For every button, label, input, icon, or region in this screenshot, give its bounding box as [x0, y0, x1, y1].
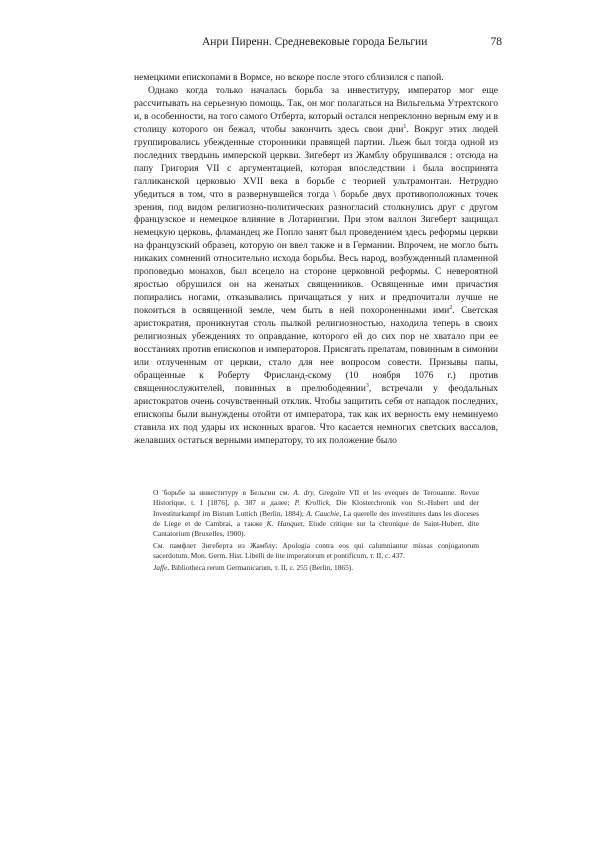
main-text — [134, 72, 498, 448]
footnote-text: О 'борьбе за инвеституру в Бельгии см. — [153, 488, 294, 497]
footnote-text: Bibliotheca rerum Germanicarum, т. II, с. 255 (Berlin, 1865). — [169, 563, 354, 573]
text-segment: . Светская аристократия, проникнутая столь пылкой религиозностью, находила теперь в своих религиозных убеждениях то оправдание, которого ей до сих пор не хватало при ее восстаниях против епископов и императоров. Присягать прелатам, повинным в симонии или отлученным от церкви, стало для нее вопросом совести. Призывы папы, обращенные к Роберту Фрисланд-скому (10 ноября 1076 г.) против священнослужителей, повинных в прелюбодеянии — [134, 305, 498, 394]
footnote-text: Gregoire VII et les eveques de Terouanne. Revue Historique, t. I [1876], p. 387 и далее; — [153, 488, 479, 508]
footnote-text: Etude critique sur la chronique de Saint-Hubert, dite Cantatorium (Bruxelles, 1900). — [153, 518, 479, 539]
paragraph-continuation: немецкими епископами в Вормсе, но вскоре после этого сблизился с папой. — [134, 72, 444, 83]
author-name: A. dry, — [293, 488, 315, 497]
running-title: Анри Пиренн. Средневековые города Бельгии — [202, 36, 428, 48]
page-number: 78 — [490, 36, 502, 48]
author-name: A. Cauchie, — [306, 508, 342, 518]
footnote-2: См. памфлет Зигеберта из Жамблу: Apologia contra eos qui calumniantur missas conjugatorum sacerdotum. Mon. Germ. Hist. Libelli de lite imperatorum et pontificum, т. II, с. 437. — [153, 540, 479, 561]
author-name: K. Hanquet, — [266, 518, 305, 528]
footnote-ref-1: 1 — [403, 123, 407, 130]
footnote-3 — [153, 563, 479, 573]
running-header — [140, 36, 502, 52]
footnote-1 — [153, 488, 479, 539]
text-segment: . Вокруг этих людей группировались убежденные сторонники правящей партии. Льеж был тогда одной из последних твердынь имперской церкви. Зигеберт из Жамблу обрушивался : отсюда на папу Григория VII с аргументацией, которая впоследствии i была воспринята галликанской церковью XVII века в борьбе с теорией ультрамонтан. Нетрудно убедиться в том, что в развернувшейся тогда \ борьбе двух противоположных точек зрения, под видом религиозно-политических разногласий столкнулись друг с другом французское и немецкое влияние в Лотарингии. При этом валлон Зигеберт защищал немецкую церковь, фламандец же Попло занят был проведением здесь реформы церкви на французский образец, которую он ввел также и в Германии. Впрочем, не могло быть никаких сомнений относительно исхода борьбы. Весь народ, возбужденный пламенной проповедью монахов, был всецело на стороне церковной реформы. С невероятной яростью обрушился он на женатых священников. Освященные ими причастия попирались ногами, отказывались причащаться у них и предпочитали лучше не покоиться в освященной земле, чем быть в ней похороненными ими — [134, 123, 498, 317]
footnote-text: La querelle des investitures dans les dioceses de Liege et de Cambrai, а также — [153, 508, 480, 528]
text-segment: , встречали у феодальных аристократов очень сочувственный отклик. Чтобы защитить себя от нападок последних, епископы были вынуждены отойти от императора, так как их верность ему неминуемо ставила их под удары их исконных врагов. Что касается немногих светских вассалов, желавших остаться верными императору, то их положение было — [134, 382, 498, 446]
text-segment: Однако когда только началась борьба за инвеституру, император мог еще рассчитывать на серьезную помощь. Так, он мог полагаться на Вильгельма Утрехтского и, в особенности, на того самого Отберта, который остался непреклонно верным ему и в столицу которого он бежал, чтобы закончить здесь свои дни — [134, 84, 498, 135]
author-name: P. Krollick, — [294, 498, 331, 508]
footnote-ref-2: 2 — [449, 304, 453, 311]
footnotes — [153, 488, 479, 575]
paragraph-investiture — [134, 85, 498, 448]
footnote-text: Die Klosterchronik von St.-Hubert und der Investiturkampf im Bistum Luttich (Berlin, 1884); — [153, 498, 479, 518]
footnote-ref-3: 3 — [365, 382, 369, 389]
author-name: Jaffe, — [153, 563, 170, 573]
